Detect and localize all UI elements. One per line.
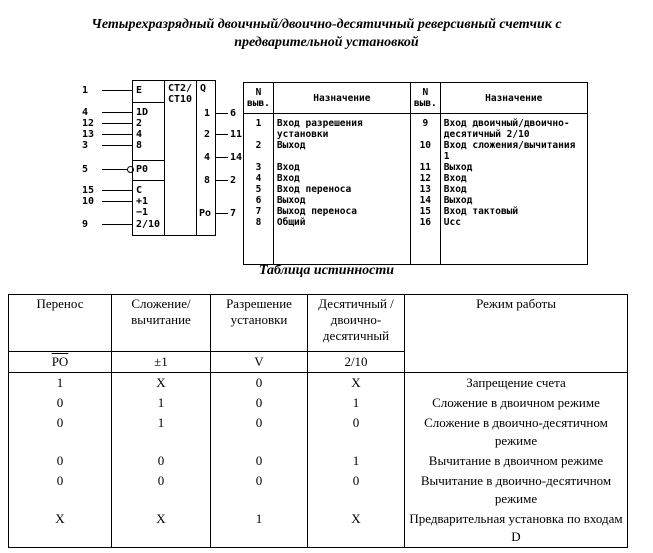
mode-cell: Запрещение счета: [405, 373, 628, 394]
pin-t: Вход переноса: [276, 184, 352, 195]
out-label-4: 8: [204, 175, 211, 186]
sym-carry-text: $\overline{PO}$: [51, 354, 69, 369]
pin-n: 15: [419, 206, 432, 217]
pin-t: Выход: [443, 195, 473, 206]
cell: 0: [211, 451, 308, 471]
pin-header-num: N выв.: [244, 83, 274, 114]
pin-t: Вход разрешения установки: [276, 118, 363, 140]
cell: 0: [308, 413, 405, 451]
pin-n: 14: [419, 195, 432, 206]
in-label-5: 8: [136, 140, 143, 151]
cell: X: [308, 509, 405, 548]
in-pin-7: 15: [82, 185, 95, 196]
truth-table-title: Таблица истинности: [258, 263, 395, 278]
pin-n: 9: [422, 118, 429, 129]
pin-names-left: [273, 114, 410, 265]
cell: 0: [9, 451, 112, 471]
pin-t: Вход: [276, 162, 300, 173]
chip-name-1: CT2/: [168, 83, 193, 94]
in-label-9: −1: [136, 207, 149, 218]
pin-nums-left: [244, 114, 274, 265]
out-label-5: Po: [199, 208, 212, 219]
cell: 0: [9, 393, 112, 413]
cell: 1: [9, 373, 112, 394]
pin-t: Вход тактовый: [443, 206, 519, 217]
pin-table: [243, 82, 588, 265]
chip-q: Q: [200, 83, 207, 94]
sym-enable: V: [211, 352, 308, 373]
pin-t: Вход: [443, 184, 467, 195]
in-pin-6: 5: [82, 164, 89, 175]
pin-t: Выход: [276, 140, 306, 151]
pin-n: 2: [255, 140, 262, 151]
cell: 0: [211, 373, 308, 394]
mode-cell: Сложение в двоичном режиме: [405, 393, 628, 413]
in-label-2: 1D: [136, 107, 149, 118]
truth-table: [8, 294, 628, 548]
cell: X: [9, 509, 112, 548]
pin-n: 6: [255, 195, 262, 206]
th-enable: Разрешение установки: [211, 295, 308, 352]
in-pin-10: 9: [82, 219, 89, 230]
pin-names-right: [440, 114, 587, 265]
pin-n: 11: [419, 162, 432, 173]
in-label-1: E: [136, 85, 143, 96]
cell: 0: [211, 471, 308, 509]
pin-n: 1: [255, 118, 262, 129]
mode-cell: Предварительная установка по входам D: [405, 509, 628, 548]
in-label-3: 2: [136, 118, 143, 129]
cell: 0: [9, 413, 112, 451]
pin-nums-right: [410, 114, 440, 265]
cell: 1: [211, 509, 308, 548]
pin-n: 10: [419, 140, 432, 151]
cell: 0: [211, 393, 308, 413]
out-pin-4: 2: [230, 175, 237, 186]
title-line-2: предварительной установкой: [234, 35, 419, 50]
cell: 0: [112, 451, 211, 471]
out-label-2: 2: [204, 129, 211, 140]
cell: 0: [9, 471, 112, 509]
pin-n: 7: [255, 206, 262, 217]
mode-cell: Вычитание в двоичном режиме: [405, 451, 628, 471]
cell: 0: [112, 471, 211, 509]
pin-n: 5: [255, 184, 262, 195]
out-label-3: 4: [204, 152, 211, 163]
pin-n: 16: [419, 217, 432, 228]
out-pin-5: 7: [230, 208, 237, 219]
sym-add-sub: ±1: [112, 352, 211, 373]
cell: 1: [112, 393, 211, 413]
page-title: [0, 16, 653, 52]
pin-t: Выход переноса: [276, 206, 357, 217]
sym-decimal: 2/10: [308, 352, 405, 373]
pin-header-name: Назначение: [273, 83, 410, 114]
mode-cell: Вычитание в двоично-десятичном режиме: [405, 471, 628, 509]
pin-t: Вход: [276, 173, 300, 184]
pin-t: Выход: [276, 195, 306, 206]
in-label-8: +1: [136, 196, 149, 207]
out-pin-3: 14: [230, 152, 243, 163]
cell: X: [112, 509, 211, 548]
inversion-circle-icon: [127, 166, 134, 173]
out-pin-1: 6: [230, 108, 237, 119]
cell: 1: [308, 451, 405, 471]
in-pin-2: 4: [82, 107, 89, 118]
pin-t: Вход сложения/вычитания 1: [443, 140, 576, 162]
pin-header-name-2: Назначение: [440, 83, 587, 114]
in-label-6: P0: [136, 164, 149, 175]
chip-name-2: CT10: [168, 94, 193, 105]
cell: 1: [308, 393, 405, 413]
cell: 0: [211, 413, 308, 451]
pin-n: 13: [419, 184, 432, 195]
title-line-1: Четырехразрядный двоичный/двоично-десятичный реверсивный счетчик с: [91, 17, 562, 32]
in-pin-4: 13: [82, 129, 95, 140]
th-add-sub: Сложение/ вычитание: [112, 295, 211, 352]
pin-t: Ucc: [443, 217, 461, 228]
cell: 1: [112, 413, 211, 451]
in-label-7: C: [136, 185, 143, 196]
chip-symbol: [80, 80, 250, 240]
pin-header-num-2: N выв.: [410, 83, 440, 114]
pin-n: 12: [419, 173, 432, 184]
pin-t: Вход: [443, 173, 467, 184]
th-decimal: Десятичный / двоично-десятичный: [308, 295, 405, 352]
pin-n: 3: [255, 162, 262, 173]
in-pin-5: 3: [82, 140, 89, 151]
mode-cell: Сложение в двоично-десятичном режиме: [405, 413, 628, 451]
sym-carry: [9, 352, 112, 373]
pin-t: Вход двоичный/двоично-десятичный 2/10: [443, 118, 570, 140]
pin-n: 4: [255, 173, 262, 184]
out-label-1: 1: [204, 108, 211, 119]
out-pin-2: 11: [230, 129, 243, 140]
cell: X: [112, 373, 211, 394]
pin-n: 8: [255, 217, 262, 228]
th-mode: Режим работы: [405, 295, 628, 373]
in-pin-8: 10: [82, 196, 95, 207]
in-pin-1: 1: [82, 85, 89, 96]
cell: 0: [308, 471, 405, 509]
cell: X: [308, 373, 405, 394]
in-label-4: 4: [136, 129, 143, 140]
pin-t: Общий: [276, 217, 306, 228]
th-carry: Перенос: [9, 295, 112, 352]
pin-t: Выход: [443, 162, 473, 173]
in-pin-3: 12: [82, 118, 95, 129]
in-label-10: 2/10: [136, 219, 161, 230]
